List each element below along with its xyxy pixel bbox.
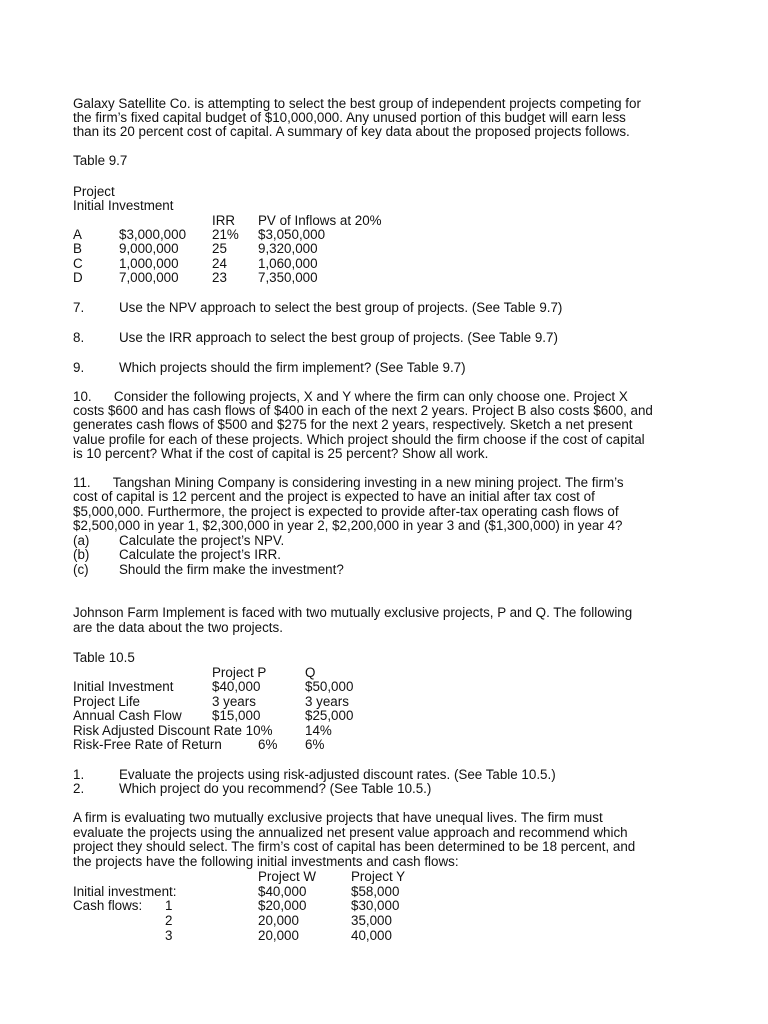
question-11-line: 11. Tangshan Mining Company is considering investing in a new mining project. The firm’s [73, 475, 624, 490]
table-cell-pv: 7,350,000 [258, 270, 318, 285]
table-9-7-header-pv: PV of Inflows at 20% [258, 213, 382, 228]
table-9-7-header-project: Project [73, 184, 115, 199]
annualized-line: evaluate the projects using the annualized net present value approach and recommend which [73, 825, 628, 840]
table-cell-initial: 1,000,000 [119, 256, 179, 271]
table-cell-project: D [73, 270, 83, 285]
question-11-line: cost of capital is 12 percent and the project is expected to have an initial after tax cost of [73, 489, 595, 504]
johnson-line: Johnson Farm Implement is faced with two mutually exclusive projects, P and Q. The following [73, 605, 633, 620]
table-cell-year: 3 [165, 928, 173, 943]
question-text: Which project do you recommend? (See Table 10.5.) [119, 781, 432, 796]
table-cell-project: B [73, 241, 82, 256]
table-cell-y: 35,000 [351, 913, 392, 928]
table-cell-q: 3 years [305, 694, 349, 709]
table-cell-q: 14% [305, 723, 332, 738]
johnson-line: are the data about the two projects. [73, 620, 283, 635]
table-cell-q: $25,000 [305, 708, 354, 723]
question-number: 2. [73, 781, 85, 796]
table-cell-year: 1 [165, 898, 173, 913]
question-text: Use the NPV approach to select the best group of projects. (See Table 9.7) [119, 300, 563, 315]
question-10-line: 10. Consider the following projects, X and Y where the firm can only choose one. Project X [73, 389, 628, 404]
table-cell-project: A [73, 227, 82, 242]
table-cell-w: $40,000 [258, 884, 307, 899]
table-cell-p: $15,000 [212, 708, 261, 723]
table-cell-w: $20,000 [258, 898, 307, 913]
part-label: (c) [73, 562, 89, 577]
table-cell-year: 2 [165, 913, 173, 928]
table-cell-q: $50,000 [305, 679, 354, 694]
part-text: Calculate the project’s IRR. [119, 547, 282, 562]
table-cell-label: Risk Adjusted Discount Rate 10% [73, 723, 273, 738]
question-number: 8. [73, 330, 85, 345]
table-cell-p: $40,000 [212, 679, 261, 694]
question-number: 7. [73, 300, 85, 315]
question-text: Use the IRR approach to select the best group of projects. (See Table 9.7) [119, 330, 558, 345]
part-text: Should the firm make the investment? [119, 562, 344, 577]
table-cell-label: Project Life [73, 694, 140, 709]
table-cell-label: Initial Investment [73, 679, 174, 694]
table-cell-initial: $3,000,000 [119, 227, 187, 242]
question-11-line: $5,000,000. Furthermore, the project is expected to provide after-tax operating cash flows of [73, 504, 619, 519]
table-9-7-title: Table 9.7 [73, 153, 128, 168]
table-cell-initial: 7,000,000 [119, 270, 179, 285]
intro-line: than its 20 percent cost of capital. A summary of key data about the proposed projects follows. [73, 124, 630, 139]
table-9-7-header-initial: Initial Investment [73, 198, 174, 213]
table-wy-header-y: Project Y [351, 869, 406, 884]
table-cell-y: $30,000 [351, 898, 400, 913]
table-cell-project: C [73, 256, 83, 271]
intro-line: the firm’s fixed capital budget of $10,000,000. Any unused portion of this budget will earn less [73, 110, 626, 125]
table-cell-irr: 24 [212, 256, 227, 271]
question-text: Which projects should the firm implement? (See Table 9.7) [119, 360, 466, 375]
table-wy-header-w: Project W [258, 869, 317, 884]
table-10-5-header-q: Q [305, 665, 316, 680]
table-10-5-title: Table 10.5 [73, 650, 135, 665]
question-number: 1. [73, 767, 85, 782]
table-cell-label: Annual Cash Flow [73, 708, 182, 723]
annualized-line: the projects have the following initial investments and cash flows: [73, 854, 459, 869]
question-10-line: is 10 percent? What if the cost of capital is 25 percent? Show all work. [73, 446, 489, 461]
table-cell-pv: $3,050,000 [258, 227, 326, 242]
table-cell-pv: 1,060,000 [258, 256, 318, 271]
table-cell-label: Risk-Free Rate of Return [73, 737, 222, 752]
question-10-line: value profile for each of these projects. Which project should the firm choose if the cost of capital [73, 432, 645, 447]
table-cell-initial: 9,000,000 [119, 241, 179, 256]
table-cell-y: $58,000 [351, 884, 400, 899]
table-cell-pv: 9,320,000 [258, 241, 318, 256]
part-text: Calculate the project’s NPV. [119, 533, 285, 548]
table-10-5-header-p: Project P [212, 665, 267, 680]
question-10-line: generates cash flows of $500 and $275 for the next 2 years, respectively. Sketch a net present [73, 417, 633, 432]
table-cell-irr: 23 [212, 270, 227, 285]
question-10-line: costs $600 and has cash flows of $400 in each of the next 2 years. Project B also costs $600, and [73, 403, 653, 418]
table-cell-p: 6% [258, 737, 278, 752]
table-cell-w: 20,000 [258, 928, 299, 943]
table-cell-irr: 21% [212, 227, 239, 242]
table-9-7-header-irr: IRR [212, 213, 236, 228]
intro-line: Galaxy Satellite Co. is attempting to select the best group of independent projects competing for [73, 96, 641, 111]
table-cell-p: 3 years [212, 694, 256, 709]
annualized-line: project they should select. The firm’s cost of capital has been determined to be 18 percent, and [73, 839, 636, 854]
question-text: Evaluate the projects using risk-adjusted discount rates. (See Table 10.5.) [119, 767, 556, 782]
table-cell-label: Initial investment: [73, 884, 177, 899]
annualized-line: A firm is evaluating two mutually exclusive projects that have unequal lives. The firm must [73, 810, 603, 825]
question-11-line: $2,500,000 in year 1, $2,300,000 in year 2, $2,200,000 in year 3 and ($1,300,000) in year 4? [73, 518, 623, 533]
question-number: 9. [73, 360, 85, 375]
part-label: (b) [73, 547, 90, 562]
table-cell-q: 6% [305, 737, 325, 752]
part-label: (a) [73, 533, 90, 548]
table-cell-label: Cash flows: [73, 898, 143, 913]
table-cell-irr: 25 [212, 241, 227, 256]
table-cell-w: 20,000 [258, 913, 299, 928]
table-cell-y: 40,000 [351, 928, 392, 943]
